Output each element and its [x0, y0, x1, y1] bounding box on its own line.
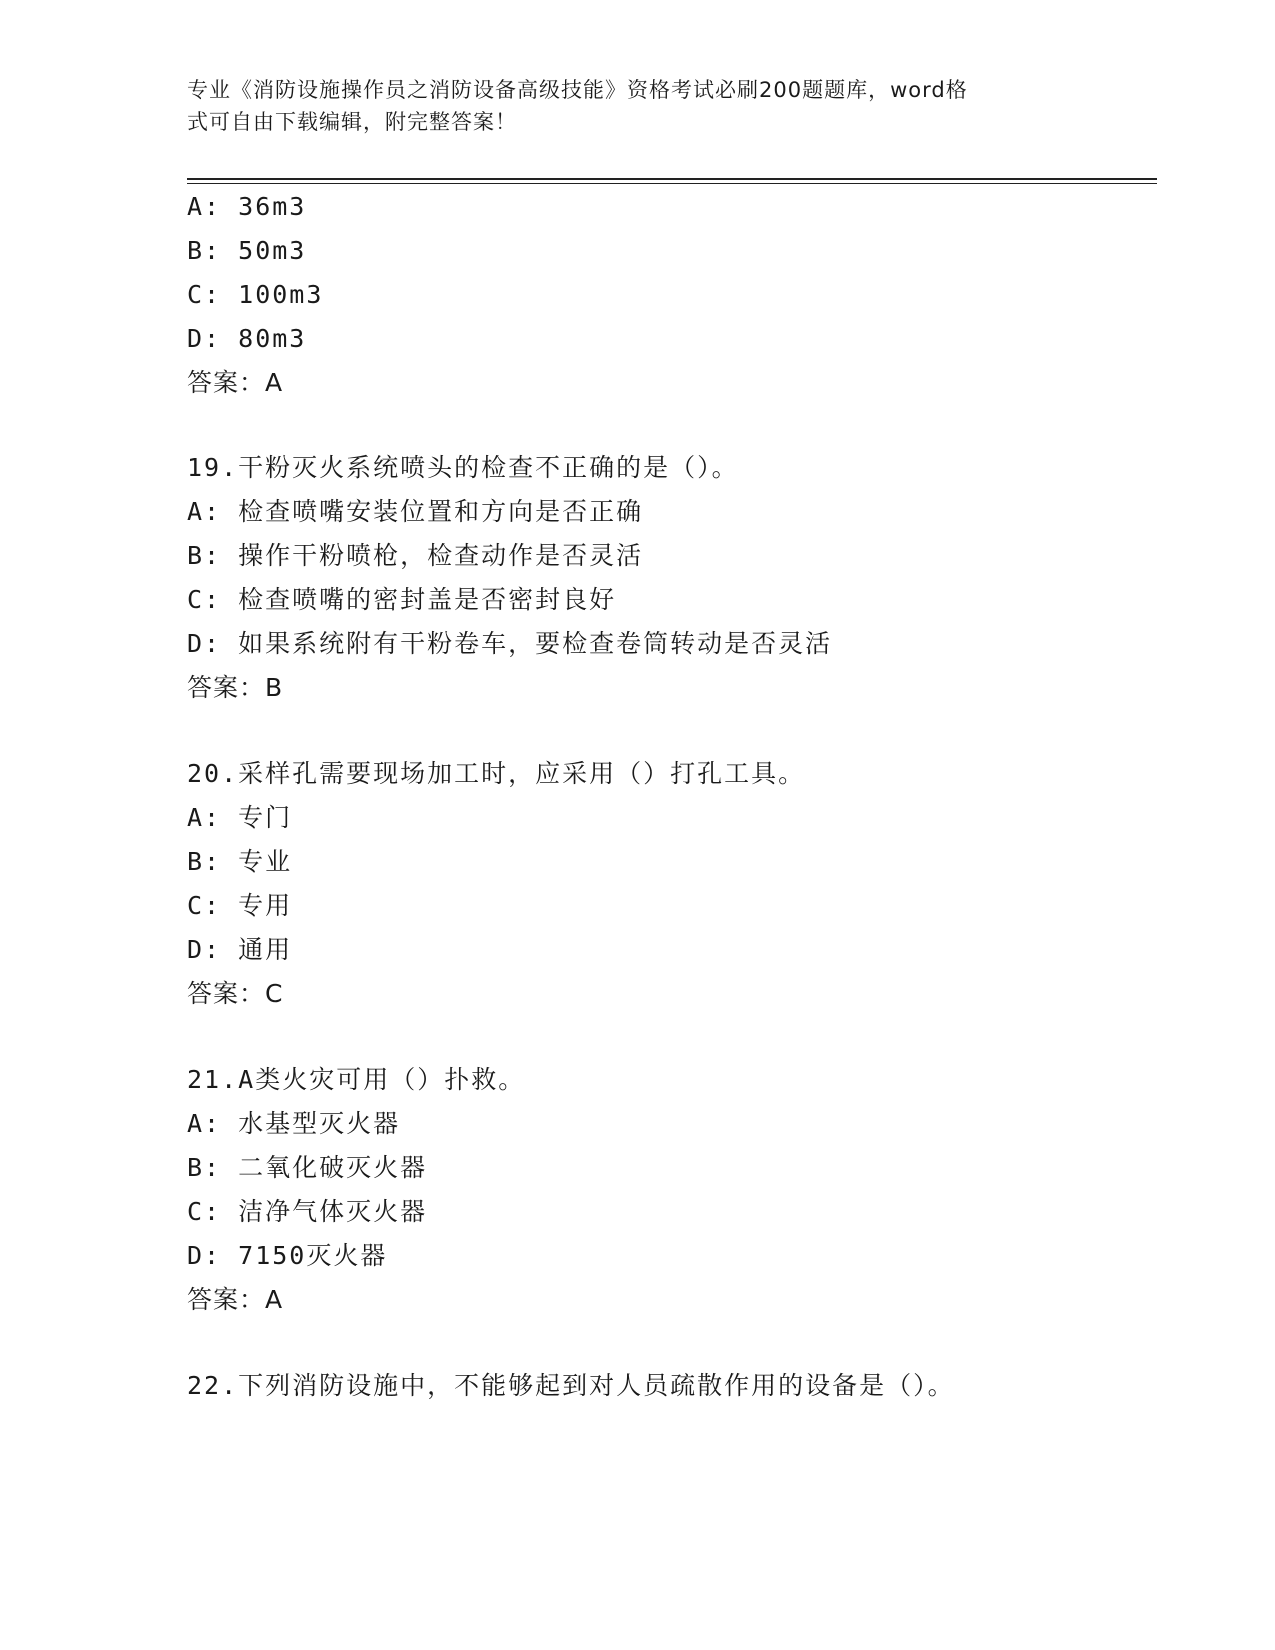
header-line-1: 专业《消防设施操作员之消防设备高级技能》资格考试必刷200题题库，word格 [187, 78, 968, 102]
prev-option-c: C: 100m3 [187, 280, 324, 309]
question-19: 19.干粉灭火系统喷头的检查不正确的是（）。 [187, 453, 739, 482]
question-22: 22.下列消防设施中，不能够起到对人员疏散作用的设备是（）。 [187, 1371, 955, 1400]
question-21: 21.A类火灾可用（）扑救。 [187, 1065, 526, 1094]
q19-option-d: D: 如果系统附有干粉卷车，要检查卷筒转动是否灵活 [187, 629, 833, 658]
header-line-2: 式可自由下载编辑，附完整答案！ [187, 110, 517, 134]
document-header [187, 74, 1067, 138]
prev-option-d: D: 80m3 [187, 324, 307, 353]
q19-answer: 答案：B [187, 673, 284, 702]
q20-answer: 答案：C [187, 979, 284, 1008]
q20-option-b: B: 专业 [187, 847, 293, 876]
prev-answer: 答案：A [187, 368, 284, 397]
q21-answer: 答案：A [187, 1285, 284, 1314]
question-20: 20.采样孔需要现场加工时，应采用（）打孔工具。 [187, 759, 806, 788]
prev-option-a: A: 36m3 [187, 192, 307, 221]
q21-option-a: A: 水基型灭火器 [187, 1109, 401, 1138]
q21-option-b: B: 二氧化破灭火器 [187, 1153, 428, 1182]
q20-option-a: A: 专门 [187, 803, 293, 832]
q19-option-a: A: 检查喷嘴安装位置和方向是否正确 [187, 497, 644, 526]
prev-option-b: B: 50m3 [187, 236, 307, 265]
header-divider [187, 178, 1157, 184]
q20-option-c: C: 专用 [187, 891, 293, 920]
q21-option-d: D: 7150灭火器 [187, 1241, 388, 1270]
q19-option-b: B: 操作干粉喷枪，检查动作是否灵活 [187, 541, 644, 570]
q21-option-c: C: 洁净气体灭火器 [187, 1197, 428, 1226]
q20-option-d: D: 通用 [187, 935, 293, 964]
q19-option-c: C: 检查喷嘴的密封盖是否密封良好 [187, 585, 617, 614]
